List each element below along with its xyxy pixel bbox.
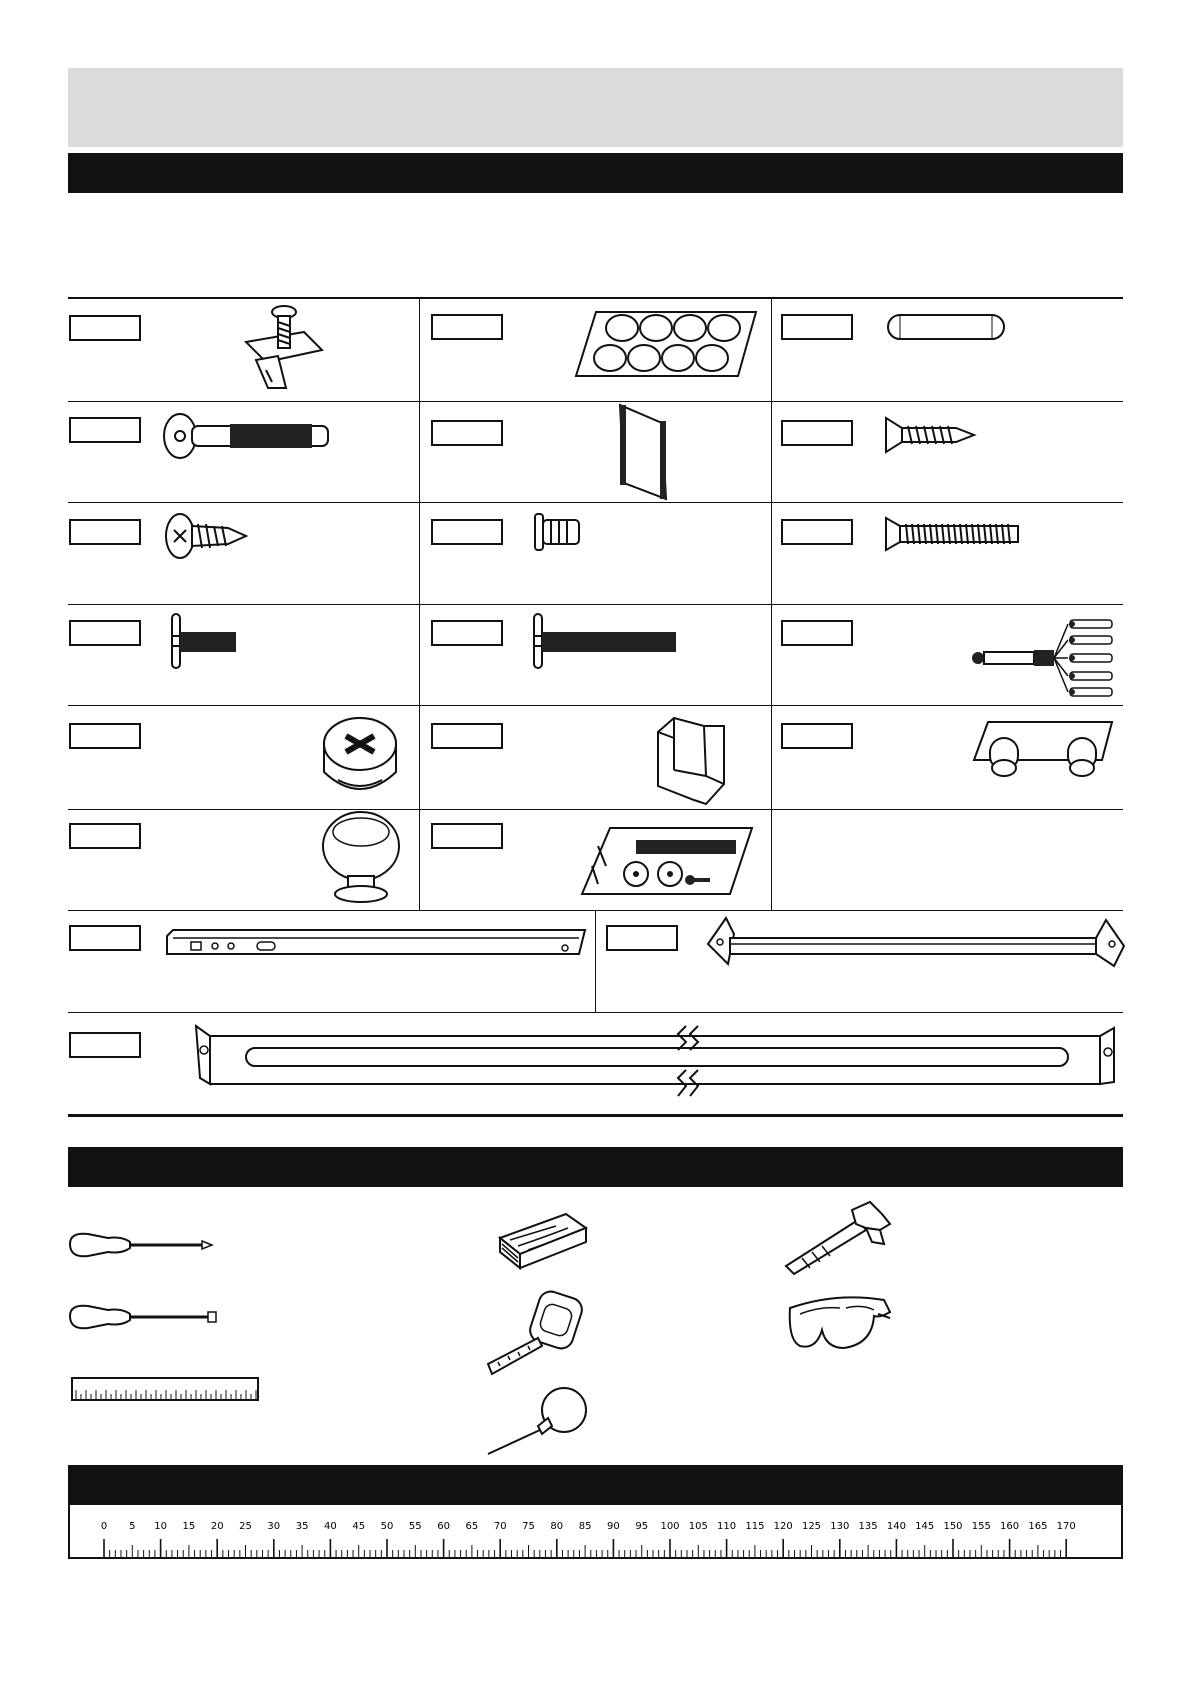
handle-icon bbox=[972, 720, 1116, 780]
phillips-screwdriver-icon bbox=[68, 1228, 214, 1262]
fitting-bag-icon bbox=[616, 403, 670, 501]
corner-block-icon bbox=[654, 716, 726, 806]
part-label-box bbox=[431, 823, 503, 849]
ruler-tick-label: 125 bbox=[801, 1521, 822, 1532]
ruler-tick-label: 140 bbox=[886, 1521, 906, 1532]
hinge-plate-icon bbox=[580, 826, 754, 896]
connecting-bolt-icon bbox=[162, 412, 332, 462]
pan-head-screw-icon bbox=[164, 512, 248, 560]
grid-line bbox=[68, 297, 1123, 299]
round-knob-icon bbox=[320, 810, 402, 904]
ruler-tick-label: 145 bbox=[915, 1521, 935, 1532]
ruler-tick-label: 40 bbox=[324, 1521, 337, 1532]
ruler-tick-label: 165 bbox=[1028, 1521, 1048, 1532]
grid-line bbox=[68, 809, 1123, 810]
part-label-box bbox=[431, 519, 503, 545]
title-band bbox=[68, 68, 1123, 147]
felt-pads-sheet-icon bbox=[574, 310, 760, 378]
ruler-tick-label: 110 bbox=[717, 1521, 737, 1532]
grid-bottom-line bbox=[68, 1114, 1123, 1117]
ruler-icon bbox=[70, 1376, 260, 1402]
drawer-runner-icon bbox=[165, 928, 587, 958]
long-machine-screw-icon bbox=[532, 612, 678, 670]
ruler-tick-label: 90 bbox=[607, 1521, 620, 1532]
ruler-section-bar bbox=[68, 1465, 1123, 1505]
grid-line bbox=[68, 604, 1123, 605]
part-label-box bbox=[431, 314, 503, 340]
part-label-box bbox=[69, 417, 141, 443]
part-label-box bbox=[781, 620, 853, 646]
grid-line bbox=[68, 401, 1123, 402]
part-label-box bbox=[431, 420, 503, 446]
ruler-tick-label: 85 bbox=[578, 1521, 592, 1532]
ruler-tick-label: 45 bbox=[352, 1521, 366, 1532]
part-label-box bbox=[781, 314, 853, 340]
ruler-tick-label: 10 bbox=[154, 1521, 167, 1532]
wood-block-icon bbox=[496, 1212, 588, 1270]
ruler-tick-label: 70 bbox=[493, 1521, 507, 1532]
metal-bracket-icon bbox=[706, 916, 1126, 968]
ruler-tick-label: 35 bbox=[295, 1521, 309, 1532]
ruler-tick-label: 160 bbox=[1000, 1521, 1020, 1532]
flat-screwdriver-icon bbox=[68, 1300, 220, 1334]
cam-bolt-set-icon bbox=[970, 616, 1116, 700]
ruler-tick-label: 65 bbox=[465, 1521, 479, 1532]
part-label-box bbox=[781, 723, 853, 749]
ruler-tick-label: 50 bbox=[380, 1521, 394, 1532]
ruler-tick-label: 25 bbox=[239, 1521, 252, 1532]
ruler-tick-label: 15 bbox=[182, 1521, 196, 1532]
grid-line bbox=[595, 911, 596, 1013]
ruler-tick-label: 115 bbox=[745, 1521, 765, 1532]
long-rail-icon bbox=[194, 1022, 1118, 1098]
tape-measure-icon bbox=[486, 1292, 582, 1378]
ruler-tick-label: 155 bbox=[971, 1521, 991, 1532]
shelf-support-clip-icon bbox=[238, 302, 328, 394]
ruler-scale bbox=[68, 1505, 1123, 1559]
ruler-tick-label: 0 bbox=[100, 1521, 108, 1532]
grid-line bbox=[68, 705, 1123, 706]
part-label-box bbox=[606, 925, 678, 951]
part-label-box bbox=[69, 723, 141, 749]
ruler-tick-label: 105 bbox=[688, 1521, 708, 1532]
long-countersunk-screw-icon bbox=[884, 516, 1022, 552]
grid-line bbox=[419, 298, 420, 911]
hammer-icon bbox=[782, 1200, 892, 1276]
part-label-box bbox=[431, 620, 503, 646]
short-machine-screw-icon bbox=[170, 612, 238, 670]
wooden-dowel-icon bbox=[886, 313, 1008, 341]
ruler-tick-label: 75 bbox=[522, 1521, 535, 1532]
part-label-box bbox=[69, 925, 141, 951]
part-label-box bbox=[781, 420, 853, 446]
countersunk-screw-icon bbox=[884, 416, 976, 454]
ruler-tick-label: 60 bbox=[437, 1521, 450, 1532]
ruler-tick-label: 135 bbox=[858, 1521, 878, 1532]
ruler-tick-label: 120 bbox=[773, 1521, 793, 1532]
part-label-box bbox=[431, 723, 503, 749]
ruler-tick-label: 150 bbox=[943, 1521, 963, 1532]
part-label-box bbox=[69, 823, 141, 849]
ruler-tick-label: 5 bbox=[129, 1521, 136, 1532]
ruler-tick-label: 55 bbox=[408, 1521, 422, 1532]
parts-section-bar bbox=[68, 153, 1123, 193]
safety-glasses-icon bbox=[786, 1288, 892, 1354]
tools-section-bar bbox=[68, 1147, 1123, 1187]
ruler-tick-label: 95 bbox=[635, 1521, 649, 1532]
ruler-tick-label: 100 bbox=[660, 1521, 680, 1532]
part-label-box bbox=[69, 315, 141, 341]
ruler-tick-label: 20 bbox=[210, 1521, 224, 1532]
grid-line bbox=[68, 502, 1123, 503]
ruler-tick-label: 80 bbox=[550, 1521, 564, 1532]
grid-line bbox=[771, 298, 772, 911]
part-label-box bbox=[69, 620, 141, 646]
part-label-box bbox=[69, 519, 141, 545]
part-label-box bbox=[69, 1032, 141, 1058]
ruler-tick-label: 170 bbox=[1056, 1521, 1076, 1532]
plastic-insert-icon bbox=[533, 512, 583, 552]
cam-lock-icon bbox=[322, 716, 400, 802]
bradawl-icon bbox=[486, 1386, 590, 1456]
part-label-box bbox=[781, 519, 853, 545]
ruler-tick-label: 30 bbox=[267, 1521, 281, 1532]
ruler-tick-label: 130 bbox=[830, 1521, 850, 1532]
